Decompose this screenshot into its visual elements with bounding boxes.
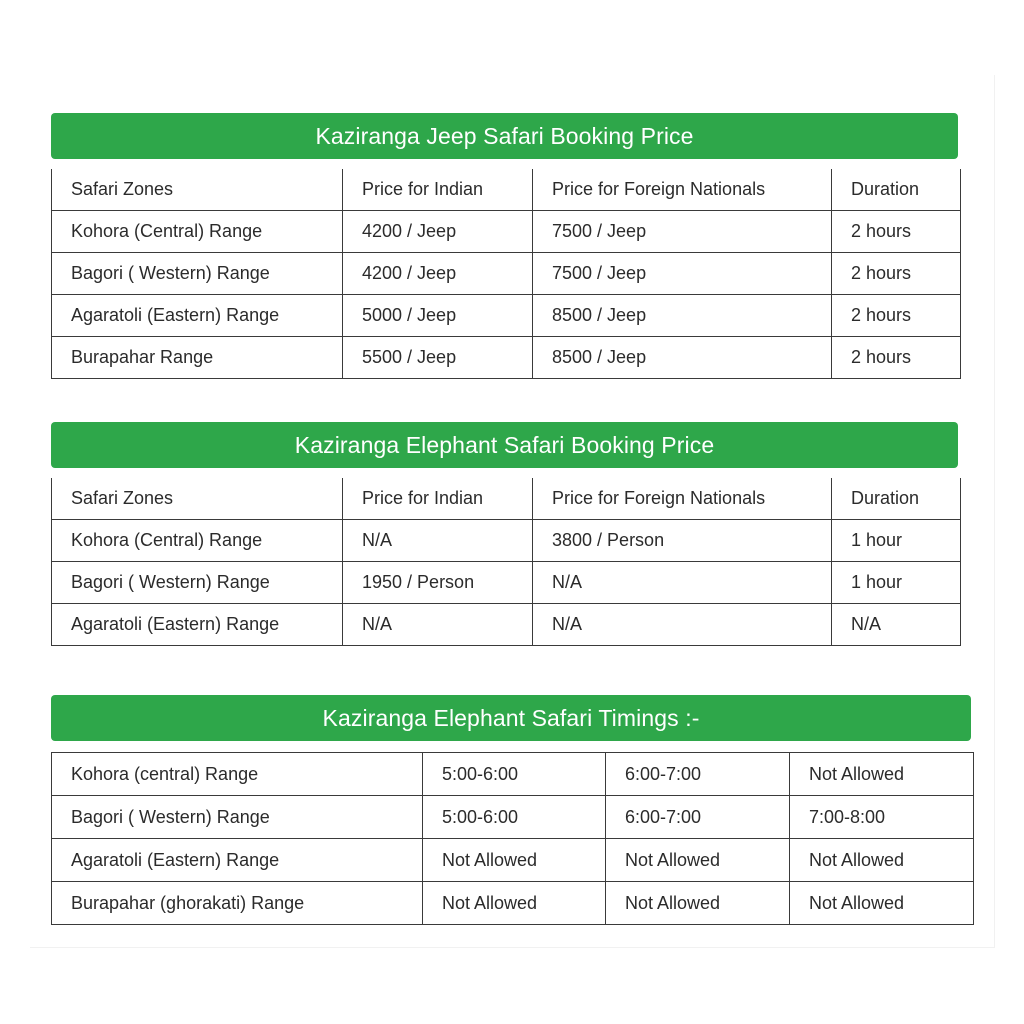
table-cell: 7500 / Jeep	[533, 253, 832, 295]
table-header-row	[52, 169, 961, 211]
jeep-safari-title: Kaziranga Jeep Safari Booking Price	[51, 113, 958, 159]
table-cell: 5000 / Jeep	[343, 295, 533, 337]
table-cell: Kohora (Central) Range	[52, 211, 343, 253]
table-row	[52, 520, 961, 562]
jeep-price-table	[51, 169, 961, 379]
header-cell: Price for Foreign Nationals	[533, 478, 832, 520]
table-cell: 5:00-6:00	[423, 796, 606, 839]
table-cell: 1 hour	[832, 520, 961, 562]
table-cell: 2 hours	[832, 337, 961, 379]
table-cell: 8500 / Jeep	[533, 295, 832, 337]
table-cell: Not Allowed	[790, 882, 974, 925]
table-header-row	[52, 478, 961, 520]
table-cell: Bagori ( Western) Range	[52, 253, 343, 295]
table-cell: N/A	[343, 520, 533, 562]
elephant-timings-title: Kaziranga Elephant Safari Timings :-	[51, 695, 971, 741]
table-cell: Not Allowed	[606, 839, 790, 882]
table-cell: 4200 / Jeep	[343, 253, 533, 295]
table-cell: Kohora (central) Range	[52, 753, 423, 796]
elephant-timings-section	[51, 695, 971, 925]
table-row	[52, 753, 974, 796]
table-row	[52, 337, 961, 379]
table-cell: 6:00-7:00	[606, 753, 790, 796]
header-cell: Price for Indian	[343, 169, 533, 211]
header-cell: Duration	[832, 478, 961, 520]
table-cell: N/A	[533, 562, 832, 604]
table-cell: 2 hours	[832, 211, 961, 253]
elephant-price-table	[51, 478, 961, 646]
table-row	[52, 211, 961, 253]
table-cell: 1 hour	[832, 562, 961, 604]
table-cell: Not Allowed	[790, 839, 974, 882]
table-row	[52, 253, 961, 295]
table-cell: Not Allowed	[423, 882, 606, 925]
table-cell: Burapahar (ghorakati) Range	[52, 882, 423, 925]
jeep-safari-section	[51, 113, 958, 379]
table-cell: Not Allowed	[790, 753, 974, 796]
header-cell: Price for Indian	[343, 478, 533, 520]
table-cell: Agaratoli (Eastern) Range	[52, 604, 343, 646]
table-cell: 6:00-7:00	[606, 796, 790, 839]
header-cell: Duration	[832, 169, 961, 211]
table-cell: Not Allowed	[423, 839, 606, 882]
table-cell: Not Allowed	[606, 882, 790, 925]
table-cell: 2 hours	[832, 253, 961, 295]
table-cell: Bagori ( Western) Range	[52, 562, 343, 604]
table-cell: 5:00-6:00	[423, 753, 606, 796]
table-cell: N/A	[832, 604, 961, 646]
table-row	[52, 839, 974, 882]
table-cell: Kohora (Central) Range	[52, 520, 343, 562]
header-cell: Price for Foreign Nationals	[533, 169, 832, 211]
table-cell: 5500 / Jeep	[343, 337, 533, 379]
table-cell: 1950 / Person	[343, 562, 533, 604]
elephant-safari-title: Kaziranga Elephant Safari Booking Price	[51, 422, 958, 468]
elephant-timings-table	[51, 752, 974, 925]
table-row	[52, 562, 961, 604]
table-cell: Burapahar Range	[52, 337, 343, 379]
table-cell: N/A	[533, 604, 832, 646]
table-cell: 8500 / Jeep	[533, 337, 832, 379]
header-cell: Safari Zones	[52, 478, 343, 520]
table-cell: 7:00-8:00	[790, 796, 974, 839]
table-cell: 7500 / Jeep	[533, 211, 832, 253]
table-row	[52, 295, 961, 337]
table-cell: 3800 / Person	[533, 520, 832, 562]
elephant-safari-section	[51, 422, 958, 646]
table-cell: Agaratoli (Eastern) Range	[52, 839, 423, 882]
header-cell: Safari Zones	[52, 169, 343, 211]
table-cell: N/A	[343, 604, 533, 646]
table-row	[52, 882, 974, 925]
table-cell: Agaratoli (Eastern) Range	[52, 295, 343, 337]
table-cell: 4200 / Jeep	[343, 211, 533, 253]
table-cell: 2 hours	[832, 295, 961, 337]
table-row	[52, 604, 961, 646]
table-row	[52, 796, 974, 839]
table-cell: Bagori ( Western) Range	[52, 796, 423, 839]
